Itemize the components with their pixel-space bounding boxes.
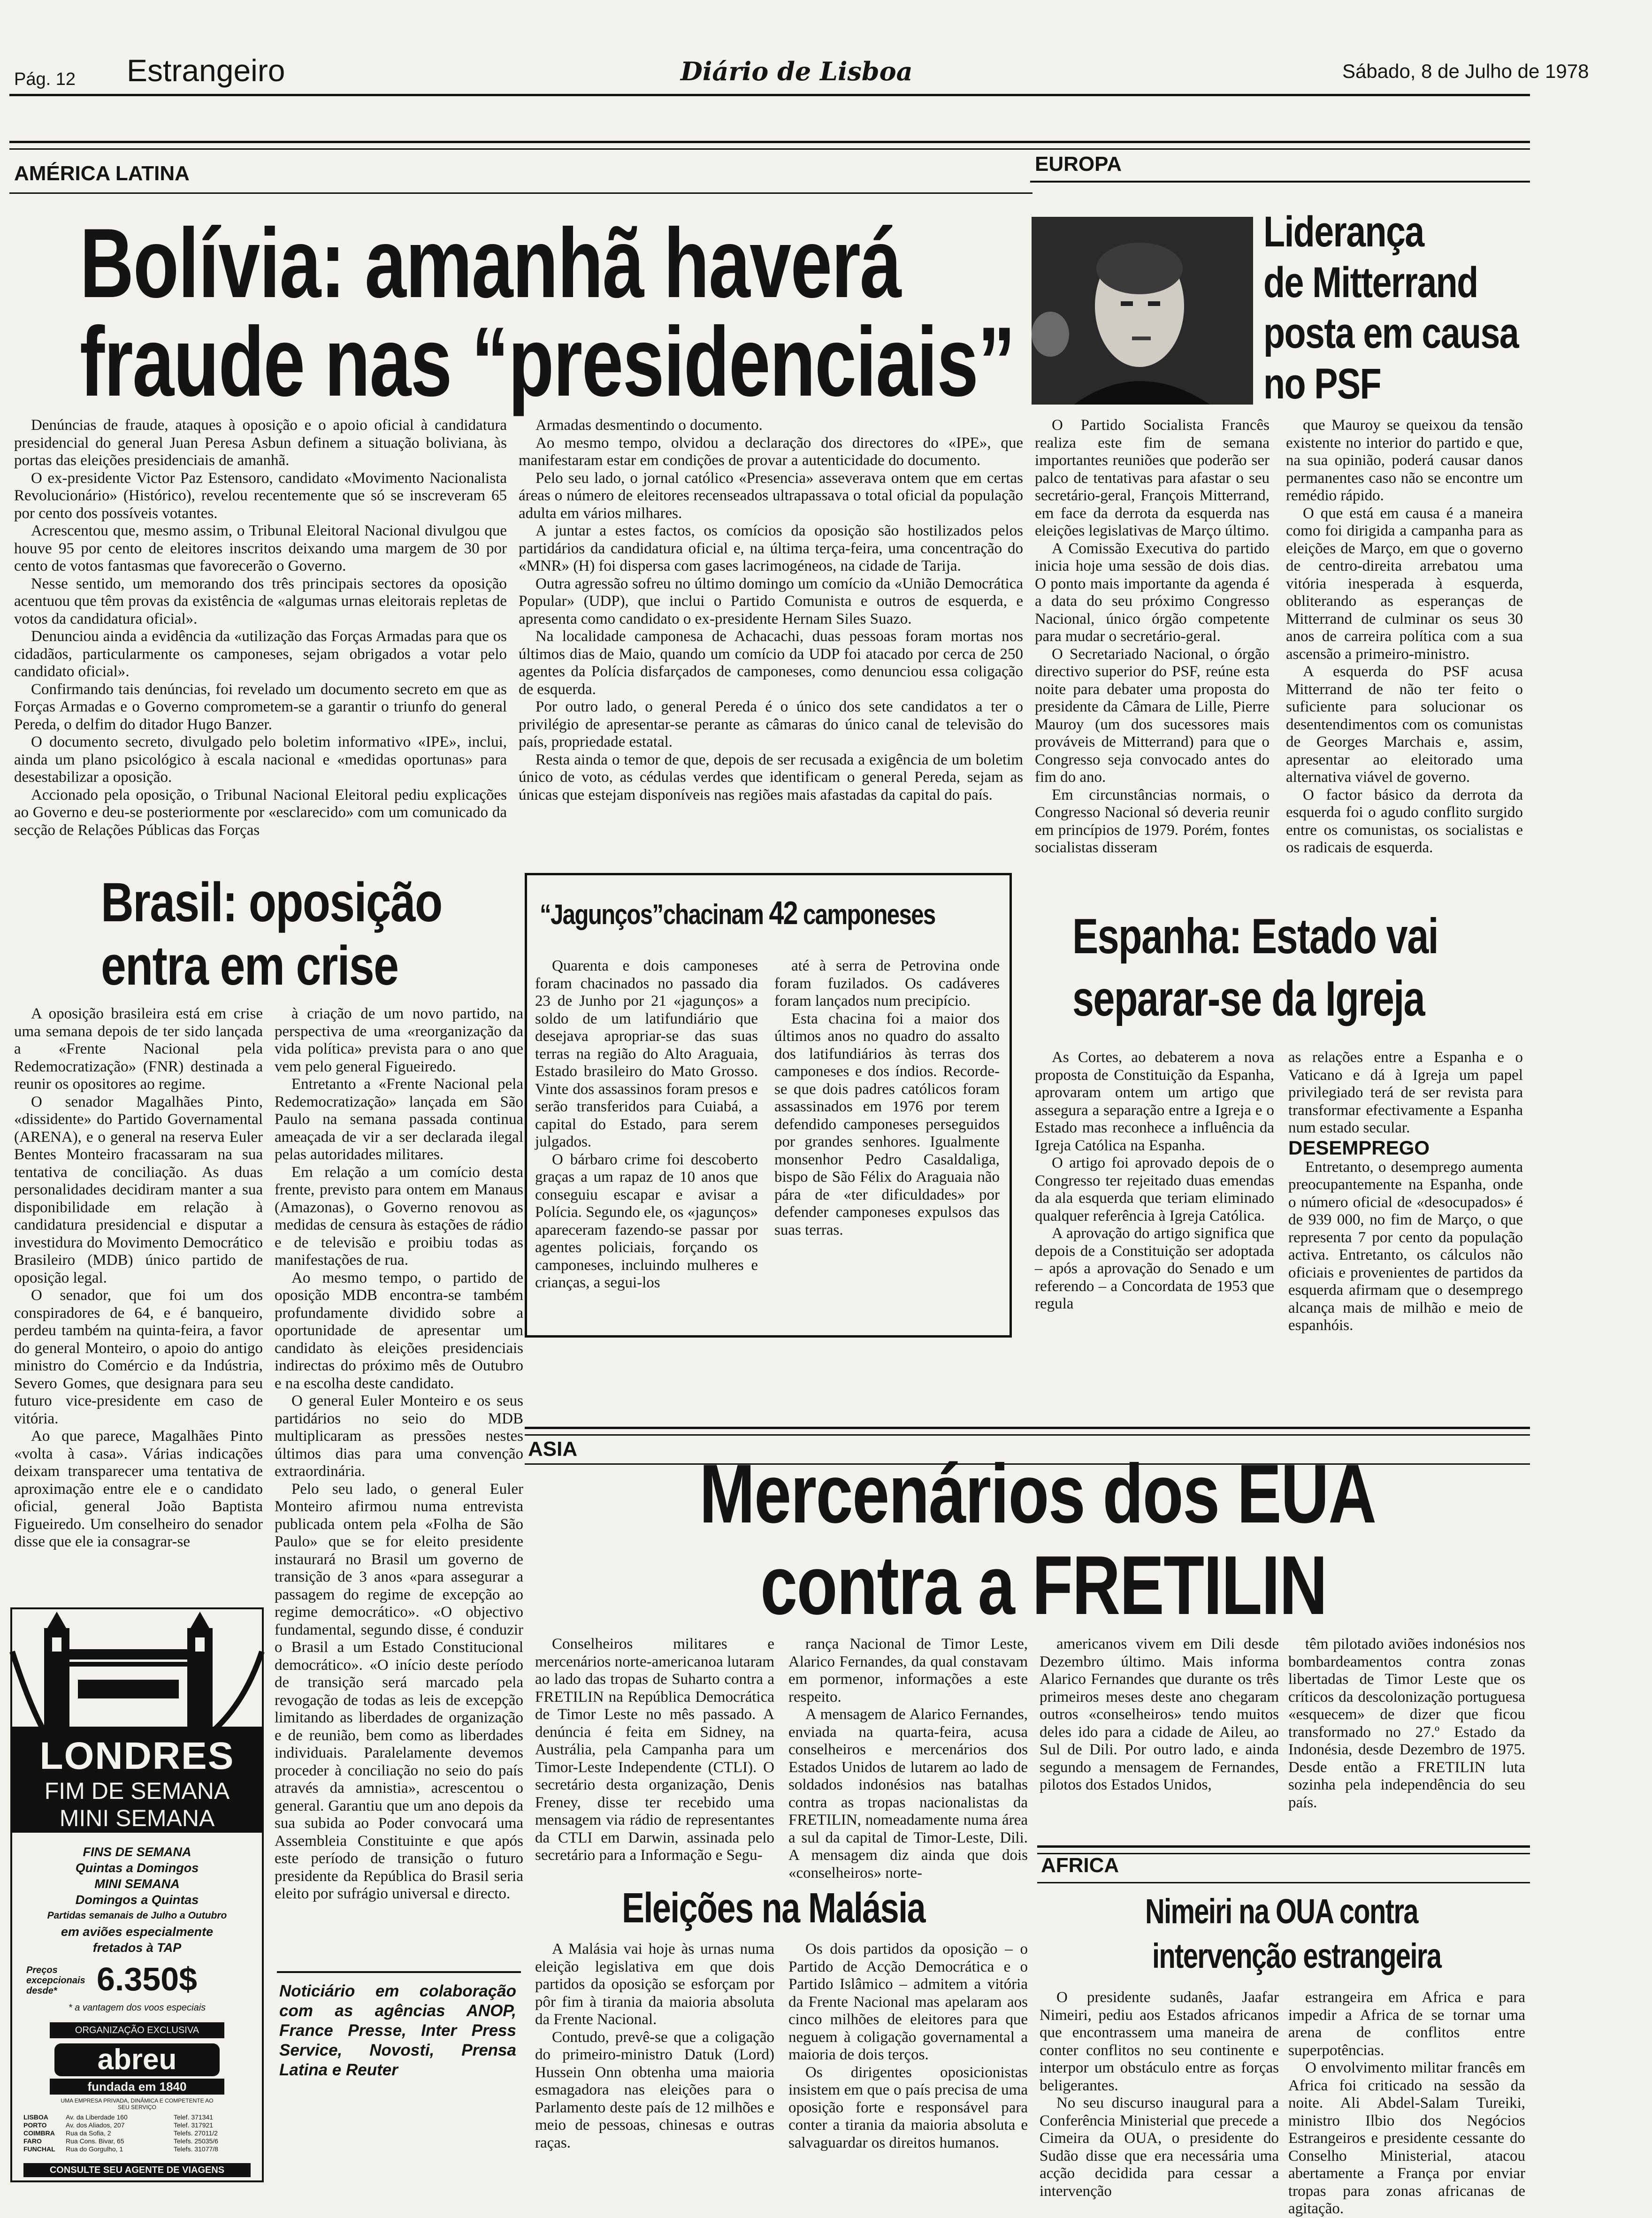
agencies-credit: Noticiário em colaboração com as agências ANOP, France Presse, Inter Press Service, Novosti, Prensa Latina e Reuter (279, 1982, 516, 2079)
office-address: Rua da Sofia, 2 (66, 2129, 111, 2137)
ad-consult: CONSULTE SEU AGENTE DE VIAGENS (23, 2163, 251, 2177)
espanha-headline-2: separar-se da Igreja (1072, 971, 1425, 1026)
ad-line: Partidas semanais de Julho a Outubro (47, 1910, 227, 1921)
section-label-asia: ASIA (528, 1438, 578, 1461)
paragraph: O bárbaro crime foi descoberto graças a um rapaz de 10 anos que conseguiu escapar e avisar a Polícia. Segundo ele, os «jagunços» apareceram fazendo-se passar por agentes policiais, forçando os camponeses, incluindo mulheres e crianças, a segui-los (535, 1151, 758, 1291)
fretilin-headline-1: Mercenários dos EUA (699, 1447, 1376, 1540)
section-rule (1032, 141, 1530, 143)
paragraph: A Malásia vai hoje às urnas numa eleição legislativa em que dois partidos da oposição se esforçam por pôr fim à tirania da maioria absoluta da Frente Nacional. (535, 1941, 774, 2028)
headline-line: posta em causa (1263, 309, 1519, 357)
paragraph: que Mauroy se queixou da tensão existente no interior do partido e que, na sua opinião, poderá causar danos permanentes caso não se encontre um remédio rápido. (1286, 417, 1523, 504)
paragraph: Acrescentou que, mesmo assim, o Tribunal Eleitoral Nacional divulgou que houve 95 por cento de eleitores inscritos deixando uma margem de 30 por cento de votos fantasmas que favorecerão o Governo. (14, 522, 507, 574)
paragraph: Ao mesmo tempo, olvidou a declaração dos directores do «IPE», que manifestaram estar em condições de provar a autenticidade do documento. (519, 434, 1023, 469)
paragraph: Os dirigentes oposicionistas insistem em que o país precisa de uma oposição forte e responsável para conter a tirania da maioria absoluta e salvaguardar os direitos humanos. (788, 2064, 1028, 2151)
agencies-rule (277, 1971, 521, 1973)
section-rule (1030, 181, 1530, 183)
office-city: LISBOA (23, 2113, 48, 2121)
paragraph: Pelo seu lado, o jornal católico «Presencia» asseverava ontem que em certas áreas o número de eleitores recenseados ultrapassava o total oficial da população adulta em vários milhares. (519, 469, 1023, 522)
office-row (23, 2121, 253, 2129)
ad-line: em aviões especialmente (61, 1925, 214, 1939)
espanha-body-col2 (1288, 1049, 1523, 1422)
ad-line: FINS DE SEMANA (83, 1845, 191, 1859)
bolivia-body-col1 (14, 417, 507, 867)
paragraph: Pelo seu lado, o general Euler Monteiro afirmou numa entrevista publicada ontem pela «Folha de São Paulo» que se for eleito presidente instaurará no Brasil um governo de transição de 3 anos «para assegurar a passagem do regime de excepção ao regime democrático». «O objectivo fundamental, segundo disse, é conduzir o Brasil a um Estado Constitucional democrático». «O início deste período de transição será marcado pela revogação de todas as leis de excepção limitando as liberdades de organização e de reunião, bem como as liberdades individuais. Paralelamente devemos proceder à conciliação no seio do país através da amnistia», acrescentou o general. Garantiu que um ano depois da sua subida ao Poder convocará uma Assembleia Constituinte e que após este período de transição o futuro presidente da República do Brasil seria eleito por sufrágio universal e directo. (275, 1480, 523, 1902)
paragraph: A aprovação do artigo significa que depois de a Constituição ser adoptada – após a aprovação do Senado e um referendo – a Concordata de 1953 que regula (1035, 1225, 1274, 1312)
ad-founded: fundada em 1840 (50, 2079, 224, 2095)
brasil-headline-2: entra em crise (101, 935, 398, 997)
office-row (23, 2129, 253, 2137)
ad-note: * a vantagem dos voos especiais (68, 2003, 206, 2013)
ad-line: Quintas a Domingos (75, 1861, 199, 1875)
brasil-headline-1: Brasil: oposição (101, 872, 442, 933)
tower-bridge-icon (12, 1609, 262, 1755)
fretilin-body-col1 (535, 1636, 774, 1894)
office-row (23, 2137, 253, 2145)
fretilin-body-col4 (1288, 1636, 1525, 1833)
paragraph: A oposição brasileira está em crise uma semana depois de ter sido lançada a «Frente Nacional pela Redemocratização» (FNR) destinada a reunir os opositores ao regime. (14, 1005, 263, 1093)
fretilin-body-col2 (788, 1636, 1028, 1894)
bolivia-headline-2: fraude nas “presidenciais” (80, 306, 1015, 417)
office-address: Rua do Gorgulho, 1 (66, 2145, 123, 2153)
malasia-body-col1 (535, 1941, 774, 2196)
paragraph: Denúncias de fraude, ataques à oposição e o apoio oficial à candidatura presidencial do general Juan Peresa Asbun definem a situação boliviana, às portas das eleições presidenciais de amanhã. (14, 417, 507, 469)
paragraph: Entretanto, o desemprego aumenta preocupantemente na Espanha, onde o número oficial de «desocupados» é de 939 000, no fim de Março, o que representa 7 por cento da população activa. Entretanto, os cálculos não oficiais e provenientes de partidos da esquerda afirmam que o desemprego alcança mais de milhão e meio de espanhóis. (1288, 1158, 1523, 1334)
paragraph: Contudo, prevê-se que a coligação do primeiro-ministro Datuk (Lord) Hussein Onn obtenha uma maioria esmagadora nas eleições para o Parlamento deste país de 12 milhões e meio de pessoas, chinesas e outras raças. (535, 2028, 774, 2151)
malasia-body-col2 (788, 1941, 1028, 2196)
paragraph: Nesse sentido, um memorando dos três principais sectores da oposição acentuou que têm provas da existência de «algumas urnas eleitorais repletas de votos da candidatura oficial». (14, 575, 507, 627)
paragraph: Ao mesmo tempo, o partido de oposição MDB encontra-se também profundamente dividido sobre a oportunidade de apresentar um candidato às eleições presidenciais indirectas do próximo mês de Outubro e na escolha deste candidato. (275, 1269, 523, 1392)
espanha-subhead: DESEMPREGO (1288, 1136, 1430, 1159)
paragraph: O general Euler Monteiro e os seus partidários no seio do MDB multiplicaram as pressões nestes últimos dias para uma convenção extraordinária. (275, 1392, 523, 1480)
ad-small: UMA EMPRESA PRIVADA, DINÂMICA E COMPETENTE AO SEU SERVIÇO (61, 2097, 214, 2111)
ad-banner-line: FIM DE SEMANA (44, 1778, 230, 1804)
abreu-advertisement (10, 1607, 264, 2182)
masthead-rule (9, 94, 1530, 96)
mitterrand-photo (1032, 217, 1253, 405)
paragraph: Quarenta e dois camponeses foram chacinados no passado dia 23 de Junho por 21 «jagunços» a soldo de um latifundiário que desejava apropriar-se das suas terras na região do Alto Araguaia, Estado brasileiro do Mato Grosso. Vinte dos assassinos foram presos e serão transferidos para Cuiabá, a capital do Estado, para serem julgados. (535, 957, 758, 1150)
newspaper-name: Diário de Lisboa (681, 56, 913, 86)
section-label-latin-america: AMÉRICA LATINA (14, 162, 190, 185)
paragraph: Em relação a um comício desta frente, previsto para ontem em Manaus (Amazonas), o Governo renovou as medidas de censura às estações de rádio e de televisão e proibiu todas as manifestações de rua. (275, 1163, 523, 1269)
paragraph: O documento secreto, divulgado pelo boletim informativo «IPE», inclui, ainda um plano psicológico à escala nacional e «medidas oportunas» para desestabilizar a oposição. (14, 734, 507, 786)
headline-part: “Jagunços” (540, 899, 663, 930)
office-city: FUNCHAL (23, 2145, 55, 2153)
office-row (23, 2113, 253, 2121)
paragraph: Accionado pela oposição, o Tribunal Nacional Eleitoral pediu explicações ao Governo e deu-se posteriormente por «esclarecido» com um comunicado da secção de Relações Públicas das Forças (14, 786, 507, 839)
ad-banner (12, 1777, 262, 1833)
portrait-icon (1032, 217, 1253, 405)
espanha-body-col1 (1035, 1049, 1274, 1422)
brasil-body-col1 (14, 1005, 263, 1594)
section-rule (1032, 148, 1530, 150)
mitterrand-body-col2 (1286, 417, 1523, 893)
nimeiri-body-col1 (1040, 1989, 1279, 2200)
jagun-body-col1 (535, 957, 758, 1328)
nimeiri-headline-2: intervenção estrangeira (1152, 1936, 1441, 1975)
malasia-headline: Eleições na Malásia (622, 1885, 925, 1932)
office-city: PORTO (23, 2121, 47, 2129)
section-label-europe: EUROPA (1035, 153, 1122, 176)
ad-line: MINI SEMANA (94, 1877, 180, 1891)
page-date: Sábado, 8 de Julho de 1978 (1342, 60, 1589, 82)
office-address: Rua Cons. Bivar, 65 (66, 2137, 124, 2145)
section-rule (525, 1427, 1530, 1429)
ad-schedule (12, 1844, 262, 1956)
mitterrand-headline (1263, 207, 1518, 409)
jagun-body-col2 (774, 957, 1000, 1328)
paragraph: O Partido Socialista Francês realiza este fim de semana importantes reuniões que poderão ser palco de tentativas para afastar o seu secretário-geral, François Mitterrand, em face da derrota da esquerda nas eleições legislativas de Março último. (1035, 417, 1270, 539)
ad-price: 6.350$ (97, 1961, 198, 1997)
paragraph: Ao que parece, Magalhães Pinto «volta à casa». Várias indicações deixam transparecer uma tentativa de aproximação entre ele e o candidato oficial, general João Baptista Figueiredo. Um conselheiro do senador disse que ele ia consagrar-se (14, 1428, 263, 1550)
abreu-logo: abreu (54, 2043, 220, 2076)
ad-org: ORGANIZAÇÃO EXCLUSIVA (50, 2022, 224, 2038)
paragraph: Esta chacina foi a maior dos últimos anos no quadro do assalto dos latifundiários às terras dos camponeses e dos índios. Recorde-se que dois padres católicos foram assassinados em 1976 por terem defendido camponeses perseguidos por grandes senhores. Igualmente monsenhor Pedro Casaldaliga, bispo de São Félix do Araguaia não pára de «ter dificuldades» por defender camponeses expulsos das suas terras. (774, 1010, 1000, 1239)
paragraph: No seu discurso inaugural para a Conferência Ministerial que precede a Cimeira da OUA, o presidente do Sudão disse que era necessária uma acção decidida para cessar a intervenção (1040, 2095, 1279, 2200)
ad-line: fretados à TAP (92, 1941, 182, 1955)
office-phone: Telef. 371341 (174, 2113, 214, 2121)
section-rule (1037, 1882, 1530, 1883)
paragraph: Entretanto a «Frente Nacional pela Redemocratização» lançada em São Paulo na semana passada continua ameaçada de vir a ser declarada ilegal pelas autoridades militares. (275, 1076, 523, 1163)
bolivia-headline-1: Bolívia: amanhã haverá (80, 208, 901, 318)
section-label-africa: AFRICA (1041, 1854, 1119, 1877)
section-rule (9, 148, 1032, 150)
fretilin-headline-2: contra a FRETILIN (760, 1538, 1327, 1632)
section-rule (9, 192, 1032, 194)
paragraph: Por outro lado, o general Pereda é o único dos sete candidatos a ter o privilégio de apresentar-se perante as câmaras do único canal de televisão do país, propriedade estatal. (519, 698, 1023, 750)
headline-line: Liderança (1263, 208, 1424, 256)
page-number: Pág. 12 (14, 69, 76, 89)
espanha-headline-1: Espanha: Estado vai (1072, 909, 1438, 964)
paragraph: rança Nacional de Timor Leste, Alarico Fernandes, da qual constavam em pormenor, informações a este respeito. (788, 1636, 1028, 1706)
paragraph: até à serra de Petrovina onde foram fuzilados. Os cadáveres foram lançados num precipício. (774, 957, 1000, 1010)
nimeiri-headline-1: Nimeiri na OUA contra (1145, 1892, 1418, 1931)
headline-part: chacinam (663, 899, 764, 930)
headline-line: no PSF (1263, 360, 1381, 408)
paragraph: Conselheiros militares e mercenários norte-americanoa lutaram ao lado das tropas de Suharto contra a FRETILIN na República Democrática de Timor Leste no mês passado. A denúncia é feita em Sidney, na Austrália, pela Campanha para um Timor-Leste Independente (CTLI). O secretário desta organização, Denis Freney, disse ter recebido uma mensagem via rádio de representantes da CTLI em Darwin, assinada pelo secretário para a Informação e Segu- (535, 1636, 774, 1864)
paragraph: As Cortes, ao debaterem a nova proposta de Constituição da Espanha, aprovaram ontem um artigo que assegura a separação entre a Igreja e o Estado mas reconhece a influência da Igreja Católica na Espanha. (1035, 1049, 1274, 1154)
paragraph: O ex-presidente Victor Paz Estensoro, candidato «Movimento Nacionalista Revolucionário» (Histórico), revelou recentemente que só se inscreveram 65 por cento dos possíveis votantes. (14, 469, 507, 522)
paragraph: americanos vivem em Dili desde Dezembro último. Mais informa Alarico Fernandes que durante os três primeiros meses deste ano chegaram outros «conselheiros» tendo muitos deles ido para a cidade de Aileu, ao Sul de Dili. Por outro lado, e ainda segundo a mensagem de Fernandes, pilotos dos Estados Unidos, (1040, 1636, 1279, 1793)
paragraph: O Secretariado Nacional, o órgão directivo superior do PSF, reúne esta noite para debater uma proposta do presidente da Câmara de Lille, Pierre Mauroy (um dos sucessores mais prováveis de Mitterrand) para que o Congresso seja convocado antes do fim do ano. (1035, 645, 1270, 786)
paragraph: O artigo foi aprovado depois de o Congresso ter rejeitado duas emendas da ala esquerda que teriam eliminado qualquer referência à Igreja Católica. (1035, 1155, 1274, 1224)
office-city: COIMBRA (23, 2129, 55, 2137)
paragraph: Denunciou ainda a evidência da «utilização das Forças Armadas para que os cidadãos, particularmente os camponeses, sejam obrigados a votar pelo candidato oficial». (14, 628, 507, 680)
paragraph: Armadas desmentindo o documento. (535, 417, 763, 434)
office-city: FARO (23, 2137, 42, 2145)
paragraph: têm pilotado aviões indonésios nos bombardeamentos contra zonas libertadas de Timor Leste que os críticos da descolonização portuguesa «esquecem» de dizer que ficou transformado no 27.º Estado da Indonésia, desde Dezembro de 1975. Desde então a FRETILIN luta sozinha pela independência do seu país. (1288, 1636, 1525, 1811)
paragraph: O presidente sudanês, Jaafar Nimeiri, pediu aos Estados africanos que encontrassem uma maneira de conter conflitos no seu continente e interpor um obstáculo entre as forças beligerantes. (1040, 1989, 1279, 2094)
paragraph: O envolvimento militar francês em Africa foi criticado na sessão da noite. Ali Abdel-Salam Tureiki, ministro Ilbio dos Negócios Estrangeiros e presidente cessante do Conselho Ministerial, atacou abertamente a França por enviar tropas para zonas africanas de agitação. (1288, 2059, 1525, 2217)
office-phone: Telefs. 31077/8 (174, 2145, 218, 2153)
paragraph: A esquerda do PSF acusa Mitterrand de não ter feito o suficiente para solucionar os desentendimentos com os comunistas de Georges Marchais e, assim, apresentar ao eleitorado uma alternativa viável de governo. (1286, 663, 1523, 786)
office-address: Av. dos Aliados, 207 (66, 2121, 125, 2129)
office-phone: Telefs. 27011/2 (174, 2129, 218, 2137)
paragraph: as relações entre a Espanha e o Vaticano e dá à Igreja um papel privilegiado terá de ser revista para transformar efectivamente a Espanha num estado secular. (1288, 1049, 1523, 1136)
fretilin-body-col3 (1040, 1636, 1279, 1833)
office-phone: Telef. 317921 (174, 2121, 214, 2129)
office-phone: Telefs. 25035/6 (174, 2137, 218, 2145)
paragraph: O senador, que foi um dos conspiradores de 64, e é banqueiro, perdeu também na quinta-feira, a favor do general Monteiro, o apoio do antigo ministro do Comércio e da Indústria, Severo Gomes, que designara para seu futuro vice-presidente em caso de vitória. (14, 1287, 263, 1427)
paragraph: Resta ainda o temor de que, depois de ser recusada a exigência de um boletim único de voto, as cédulas verdes que identificam o general Pereda, sejam as únicas que estejam disponíveis nas regiões mais afastadas da capital do país. (519, 751, 1023, 803)
paragraph: Em circunstâncias normais, o Congresso Nacional só deveria reunir em princípios de 1979. Porém, fontes socialistas disseram (1035, 786, 1270, 856)
section-name: Estrangeiro (127, 53, 285, 88)
ad-banner-line: MINI SEMANA (59, 1805, 215, 1831)
headline-number: 42 (769, 895, 797, 931)
paragraph: estrangeira em Africa e para impedir a Africa de se tornar uma arena de conflitos entre superpotências. (1288, 1989, 1525, 2059)
paragraph: A juntar a estes factos, os comícios da oposição são hostilizados pelos partidários da candidatura oficial e, na última terça-feira, uma concentração do «MNR» (H) foi dispersa com gases lacrimogéneos, na cidade de Tarija. (519, 522, 1023, 574)
office-address: Av. da Liberdade 160 (66, 2113, 128, 2121)
headline-line: de Mitterrand (1263, 259, 1478, 306)
section-rule (525, 1434, 1530, 1436)
section-rule (9, 141, 1032, 143)
bolivia-body-col2 (519, 417, 1023, 867)
paragraph: O senador Magalhães Pinto, «dissidente» do Partido Governamental (ARENA), e o general na reserva Euler Bentes Monteiro fracassaram na sua tentativa de conciliação. As duas personalidades decidiram manter a sua disponibilidade em relação à candidatura presidencial e disputar a investidura do Movimento Democrático Brasileiro (MDB) único partido de oposição legal. (14, 1093, 263, 1286)
ad-city: LONDRES (12, 1735, 262, 1777)
paragraph: A Comissão Executiva do partido inicia hoje uma sessão de dois dias. O ponto mais importante da agenda é a data do seu próximo Congresso Nacional, único órgão competente para mudar o secretário-geral. (1035, 540, 1270, 645)
paragraph: Outra agressão sofreu no último domingo um comício da «União Democrática Popular» (UDP), que inclui o Partido Comunista e outros de esquerda, e apresenta como candidato o ex-presidente Hernam Siles Suazo. (519, 575, 1023, 627)
jagun-headline (540, 894, 935, 932)
ad-price-label: Preços excepcionais desde* (26, 1965, 85, 1996)
paragraph: Na localidade camponesa de Achacachi, duas pessoas foram mortas nos últimos dias de Maio, quando um comício da UDP foi atacado por cerca de 250 agentes da Polícia disfarçados de camponeses, como denunciou essa coligação de esquerda. (519, 628, 1023, 698)
paragraph: à criação de um novo partido, na perspectiva de uma «reorganização da vida política» prevista para o ano que vem pelo general Figueiredo. (275, 1005, 523, 1075)
paragraph: O que está em causa é a maneira como foi dirigida a campanha para as eleições de Março, em que o governo de centro-direita arrebatou uma vitória inesperada à esquerda, obliterando as esperanças de Mitterrand de culminar os seus 30 anos de carreira política com a sua ascensão a primeiro-ministro. (1286, 505, 1523, 663)
paragraph: O factor básico da derrota da esquerda foi o agudo conflito surgido entre os comunistas, os socialistas e os radicais de esquerda. (1286, 786, 1523, 856)
ad-offices (23, 2113, 253, 2153)
headline-part: camponeses (803, 899, 935, 930)
paragraph: Os dois partidos da oposição – o Partido de Acção Democrática e o Partido Islâmico – admitem a vitória da Frente Nacional mas apelaram aos cinco milhões de eleitores para que neguem à coligação governamental a maioria de dois terços. (788, 1941, 1028, 2063)
nimeiri-body-col2 (1288, 1989, 1525, 2217)
ad-line: Domingos a Quintas (75, 1893, 199, 1907)
mitterrand-body-col1 (1035, 417, 1270, 893)
brasil-body-col2 (275, 1005, 523, 1963)
paragraph: Confirmando tais denúncias, foi revelado um documento secreto em que as Forças Armadas e o Governo comprometem-se a garantir o triunfo do general Pereda, o delfim do ditador Hugo Banzer. (14, 681, 507, 733)
paragraph: A mensagem de Alarico Fernandes, enviada na quarta-feira, acusa conselheiros e mercenários dos Estados Unidos de lutarem ao lado de soldados indonésios nas batalhas contra as tropas nacionalistas da FRETILIN, nomeadamente numa área a sul da capital de Timor-Leste, Dili. A mensagem diz ainda que dois «conselheiros» norte- (788, 1706, 1028, 1881)
office-row (23, 2145, 253, 2153)
section-rule (1037, 1845, 1530, 1848)
